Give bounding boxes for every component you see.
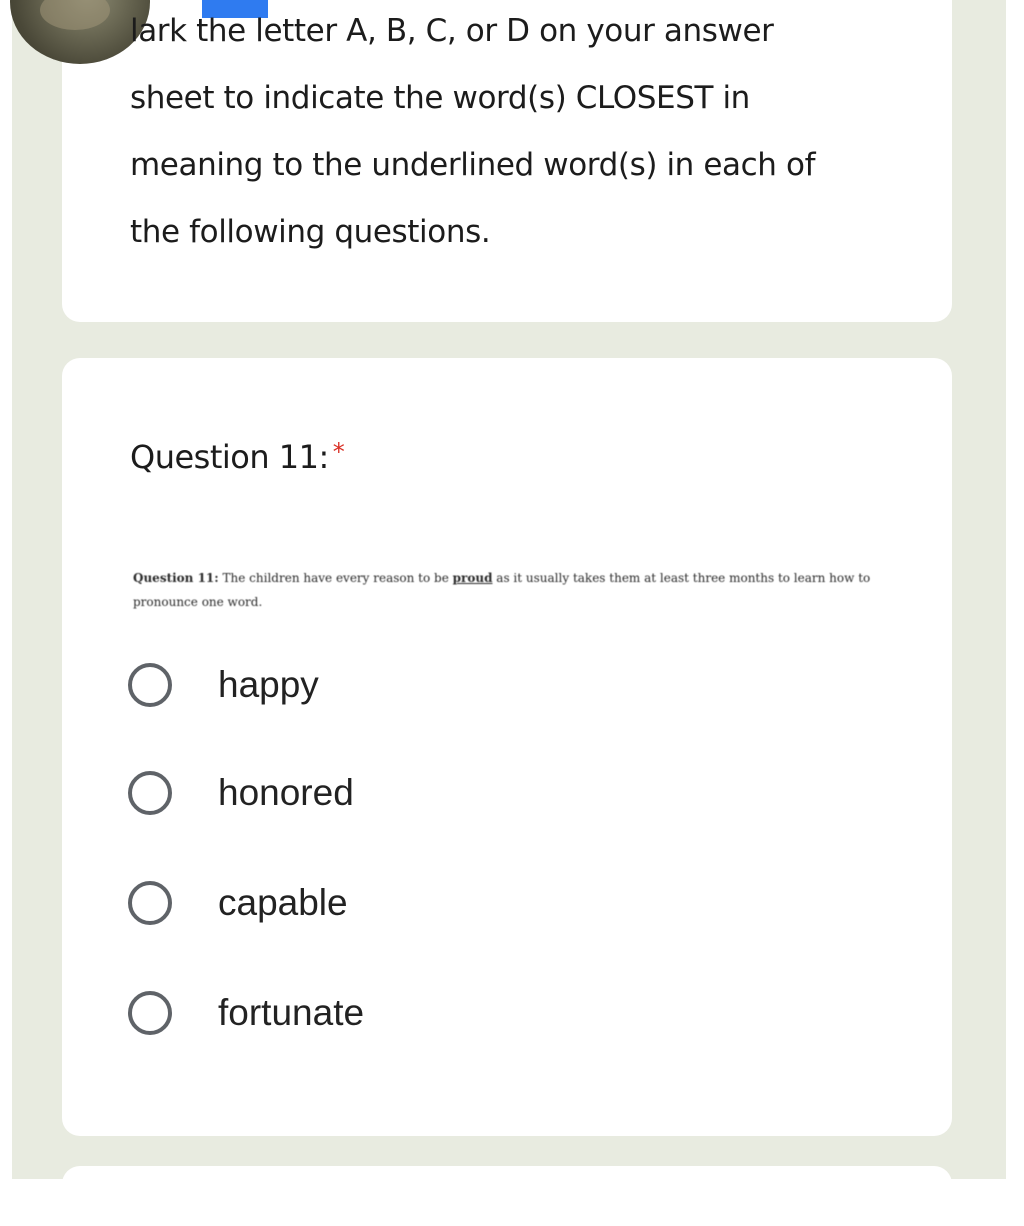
question-text-before: The children have every reason to be — [218, 571, 453, 585]
next-card — [62, 1166, 952, 1226]
question-image-text — [133, 566, 883, 614]
radio-button[interactable] — [128, 663, 172, 707]
option-label: fortunate — [218, 992, 365, 1033]
option-label: happy — [218, 664, 319, 705]
instruction-line: meaning to the underlined word(s) in each of — [130, 147, 816, 183]
underlined-word: proud — [452, 571, 493, 585]
instruction-line: lark the letter A, B, C, or D on your answer — [130, 13, 774, 49]
radio-button[interactable] — [128, 991, 172, 1035]
option-fortunate[interactable] — [128, 983, 628, 1043]
option-label: honored — [218, 772, 354, 813]
question-text-after: as it usually takes them at least three months to learn how to pronounce one word. — [133, 571, 871, 609]
option-happy[interactable] — [128, 655, 628, 715]
option-capable[interactable] — [128, 873, 628, 933]
instruction-line: the following questions. — [130, 214, 491, 250]
question-title-text: Question 11: — [130, 438, 329, 476]
question-title — [130, 438, 344, 476]
required-asterisk: * — [332, 438, 345, 466]
option-honored[interactable] — [128, 763, 628, 823]
question-prefix: Question 11: — [133, 571, 219, 585]
option-label: capable — [218, 882, 348, 923]
instruction-line: sheet to indicate the word(s) CLOSEST in — [130, 80, 750, 116]
instruction-text — [130, 0, 890, 266]
radio-button[interactable] — [128, 881, 172, 925]
radio-button[interactable] — [128, 771, 172, 815]
